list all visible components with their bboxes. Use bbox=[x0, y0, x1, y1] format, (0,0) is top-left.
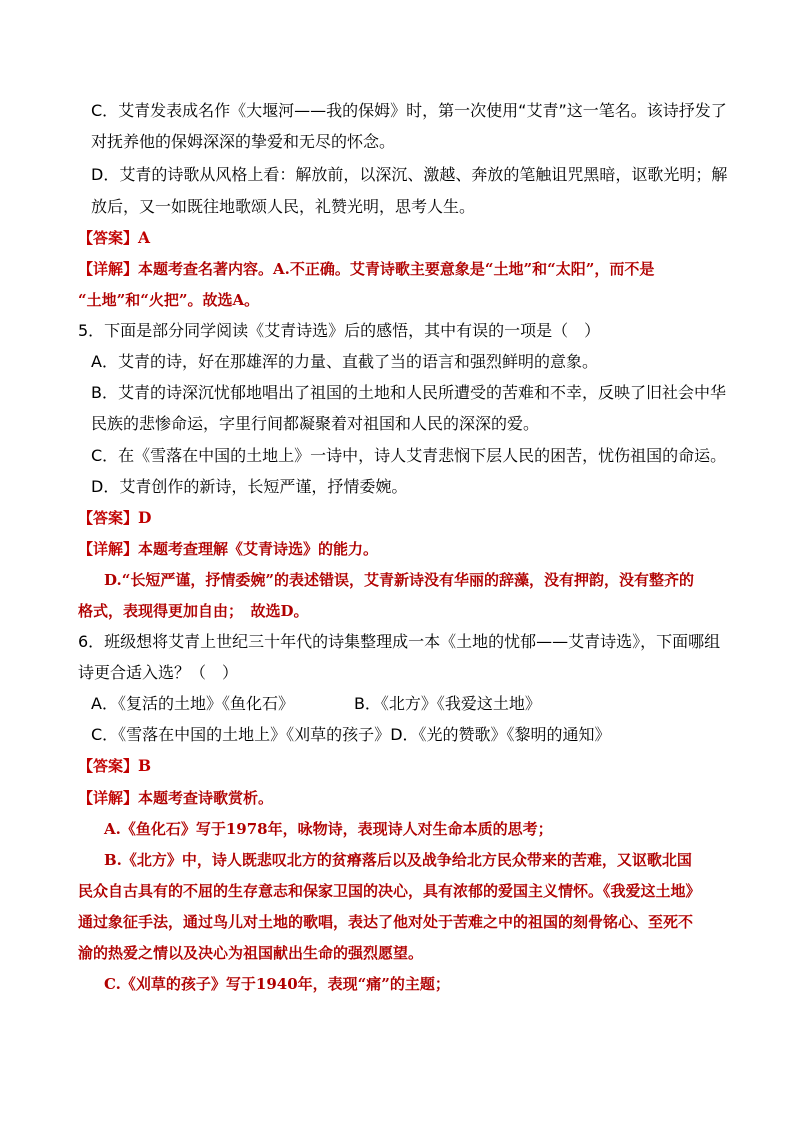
q4-option-d-line2: 放后，又一如既往地歌颂人民，礼赞光明，思考人生。 bbox=[91, 197, 476, 216]
q4-explanation-line1 bbox=[78, 258, 654, 280]
q6-explanation-line2: A.《鱼化石》写于1978年，咏物诗，表现诗人对生命本质的思考； bbox=[104, 820, 553, 838]
q4-option-d-line1: D．艾青的诗歌从风格上看：解放前，以深沉、激越、奔放的笔触诅咒黑暗，讴歌光明；解 bbox=[91, 165, 728, 184]
explain-tag: 【详解】 bbox=[78, 789, 139, 807]
q6-explanation-line5: 通过象征手法，通过鸟儿对土地的歌唱，表达了他对处于苦难之中的祖国的刻骨铭心、至死不 bbox=[78, 913, 694, 931]
q5-option-d: D．艾青创作的新诗，长短严谨，抒情委婉。 bbox=[91, 477, 408, 496]
q6-options-row2 bbox=[91, 724, 611, 746]
q5-option-a: A．艾青的诗，好在那雄浑的力量、直截了当的语言和强烈鲜明的意象。 bbox=[91, 352, 598, 371]
answer-tag: 【答案】 bbox=[78, 509, 139, 527]
explain-text: 本题考查名著内容。A.不正确。艾青诗歌主要意象是“土地”和“太阳”，而不是 bbox=[138, 260, 655, 278]
q6-option-b: B．《北方》《我爱这土地》 bbox=[353, 694, 541, 713]
q4-option-c-line1: C．艾青发表成名作《大堰河——我的保姆》时，第一次使用“艾青”这一笔名。该诗抒发了 bbox=[91, 101, 727, 120]
q6-explanation-line4: 民众自古具有的不屈的生存意志和保家卫国的决心，具有浓郁的爱国主义情怀。《我爱这土地》 bbox=[78, 882, 701, 900]
q6-stem-line2: 诗更合适入选？（ ） bbox=[78, 663, 239, 682]
q5-option-b-line1: B．艾青的诗深沉忧郁地唱出了祖国的土地和人民所遭受的苦难和不幸，反映了旧社会中华 bbox=[91, 383, 726, 402]
q4-option-c-line2: 对抚养他的保姆深深的挚爱和无尽的怀念。 bbox=[91, 132, 396, 151]
q6-explanation-line7: C.《刈草的孩子》写于1940年，表现“痛”的主题； bbox=[104, 975, 450, 993]
q6-explanation-line1 bbox=[78, 787, 273, 809]
q6-answer bbox=[78, 755, 151, 777]
q6-explanation-line3: B.《北方》中，诗人既悲叹北方的贫瘠落后以及战争给北方民众带来的苦难，又讴歌北国 bbox=[104, 851, 692, 869]
answer-value: D bbox=[138, 508, 152, 527]
q6-stem-line1: 6．班级想将艾青上世纪三十年代的诗集整理成一本《土地的忧郁——艾青诗选》，下面哪组 bbox=[78, 632, 721, 651]
q5-explanation-line1 bbox=[78, 538, 378, 560]
explain-text: 本题考查理解《艾青诗选》的能力。 bbox=[138, 540, 379, 558]
q6-option-a: A．《复活的土地》《鱼化石》 bbox=[91, 694, 294, 713]
answer-tag: 【答案】 bbox=[78, 757, 139, 775]
explain-tag: 【详解】 bbox=[78, 260, 139, 278]
answer-value: B bbox=[138, 756, 152, 775]
q5-stem: 5．下面是部分同学阅读《艾青诗选》后的感悟，其中有误的一项是（ ） bbox=[78, 321, 601, 340]
q6-option-c: C．《雪落在中国的土地上》《刈草的孩子》 bbox=[91, 725, 391, 744]
explain-text: 本题考查诗歌赏析。 bbox=[138, 789, 274, 807]
q4-answer bbox=[78, 227, 150, 249]
q5-explanation-line3: 格式，表现得更加自由； 故选D。 bbox=[78, 602, 309, 620]
q5-answer bbox=[78, 507, 151, 529]
q5-option-b-line2: 民族的悲惨命运，字里行间都凝聚着对祖国和人民的深深的爱。 bbox=[91, 414, 540, 433]
q6-option-d: D．《光的赞歌》《黎明的通知》 bbox=[390, 725, 611, 744]
q6-explanation-line6: 渝的热爱之情以及决心为祖国献出生命的强烈愿望。 bbox=[78, 944, 424, 962]
explain-tag: 【详解】 bbox=[78, 540, 139, 558]
q5-option-c: C．在《雪落在中国的土地上》一诗中，诗人艾青悲悯下层人民的困苦，忧伤祖国的命运。 bbox=[91, 446, 727, 465]
answer-value: A bbox=[138, 228, 151, 247]
q4-explanation-line2: “土地”和“火把”。故选A。 bbox=[78, 291, 260, 309]
answer-tag: 【答案】 bbox=[78, 229, 139, 247]
q6-options-row1 bbox=[91, 693, 541, 715]
q5-explanation-line2: D.“长短严谨，抒情委婉”的表述错误，艾青新诗没有华丽的辞藻，没有押韵，没有整齐的 bbox=[104, 571, 694, 589]
